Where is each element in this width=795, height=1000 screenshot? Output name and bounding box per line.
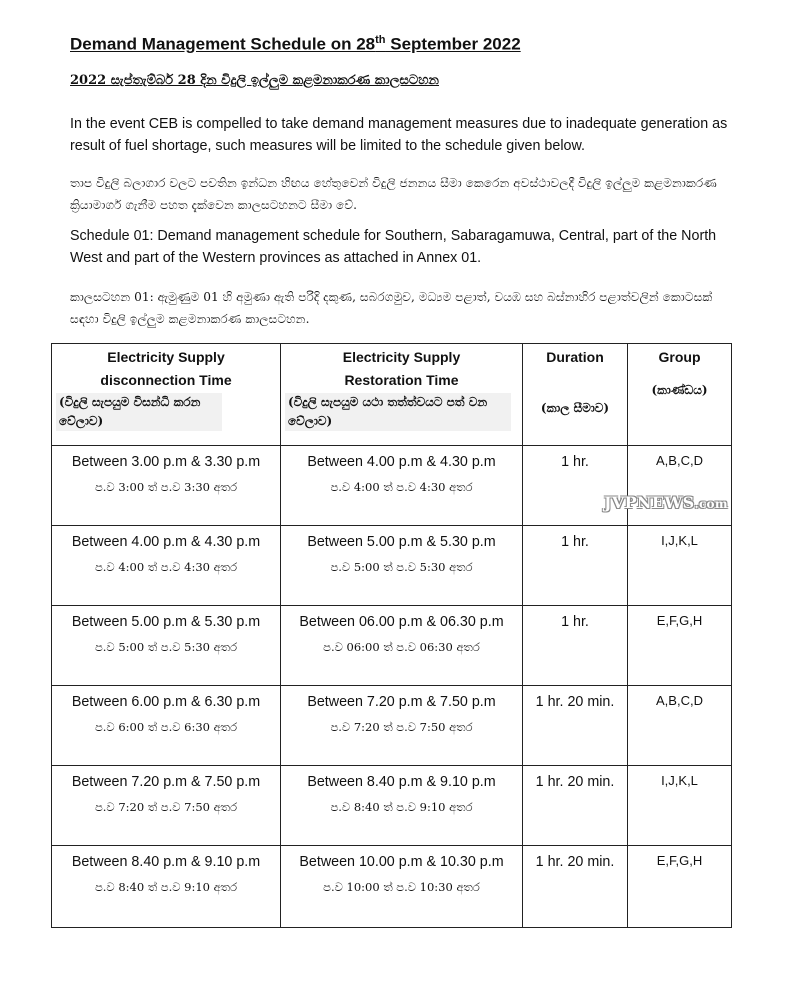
- duration-value: 1 hr.: [561, 534, 589, 550]
- duration-cell: [523, 766, 628, 846]
- restoration-time-sinhala: ප.ව 06:00 ත් ප.ව 06:30 අතර: [323, 640, 480, 654]
- header-disconnection: [52, 344, 281, 446]
- restoration-time-sinhala: ප.ව 7:20 ත් ප.ව 7:50 අතර: [330, 720, 473, 734]
- intro-paragraph: In the event CEB is compelled to take demand management measures due to inadequate generation as result of fuel shortage, such measures will be limited to the schedule given below.: [70, 116, 728, 154]
- disconnection-time: Between 5.00 p.m & 5.30 p.m: [71, 614, 261, 630]
- duration-cell: [523, 686, 628, 766]
- disconnection-time-sinhala: ප.ව 5:00 ත් ප.ව 5:30 අතර: [94, 640, 238, 654]
- disconnection-time: Between 7.20 p.m & 7.50 p.m: [71, 774, 261, 790]
- table-row: [52, 446, 732, 526]
- disconnection-time-sinhala: ප.ව 3:00 ත් ප.ව 3:30 අතර: [94, 480, 238, 494]
- group-value: I,J,K,L: [661, 773, 698, 788]
- restoration-time: Between 4.00 p.m & 4.30 p.m: [307, 454, 496, 470]
- header-restoration: [281, 344, 523, 446]
- table-row: [52, 606, 732, 686]
- restoration-cell: [281, 766, 523, 846]
- table-header-row: [52, 344, 732, 446]
- title-text-end: September 2022: [385, 34, 521, 54]
- restoration-time-sinhala: ප.ව 10:00 ත් ප.ව 10:30 අතර: [323, 880, 480, 894]
- group-cell: [628, 526, 732, 606]
- restoration-time: Between 5.00 p.m & 5.30 p.m: [307, 534, 496, 550]
- header-label: Electricity Supply disconnection Time: [100, 349, 232, 388]
- header-label-sinhala: (කාල සීමාව): [540, 401, 610, 415]
- disconnection-cell: [52, 606, 281, 686]
- header-label-sinhala: (කාණ්ඩය): [651, 383, 708, 397]
- duration-cell: [523, 526, 628, 606]
- header-label: Duration: [546, 349, 604, 365]
- restoration-time: Between 10.00 p.m & 10.30 p.m: [299, 854, 504, 870]
- restoration-cell: [281, 446, 523, 526]
- table-row: [52, 766, 732, 846]
- duration-value: 1 hr. 20 min.: [535, 694, 615, 710]
- restoration-time: Between 7.20 p.m & 7.50 p.m: [307, 694, 496, 710]
- restoration-cell: [281, 846, 523, 928]
- schedule-note: Schedule 01: Demand management schedule for Southern, Sabaragamuwa, Central, part of the North West and part of the Western provinces as attached in Annex 01.: [70, 228, 717, 266]
- disconnection-time: Between 6.00 p.m & 6.30 p.m: [71, 694, 261, 710]
- group-cell: [628, 446, 732, 526]
- restoration-cell: [281, 686, 523, 766]
- disconnection-time: Between 3.00 p.m & 3.30 p.m: [71, 454, 261, 470]
- duration-cell: [523, 446, 628, 526]
- watermark: [604, 493, 728, 512]
- group-cell: [628, 606, 732, 686]
- restoration-time-sinhala: ප.ව 8:40 ත් ප.ව 9:10 අතර: [330, 800, 473, 814]
- disconnection-cell: [52, 846, 281, 928]
- header-label: Electricity Supply Restoration Time: [342, 349, 461, 388]
- group-value: E,F,G,H: [656, 853, 703, 868]
- group-cell: [628, 766, 732, 846]
- restoration-time: Between 06.00 p.m & 06.30 p.m: [299, 614, 504, 630]
- duration-value: 1 hr. 20 min.: [535, 854, 615, 870]
- disconnection-cell: [52, 686, 281, 766]
- table-row: [52, 846, 732, 928]
- intro-paragraph-sinhala: තාප විදුලි බලාගාර වලට පවතින ඉන්ධන හිඟය හේතුවෙන් විදුලි ජනනය සීමා කෙරෙන අවස්ථාවලදී විදුලි ඉල්ලුම කළමනාකරණ ක්‍රියාමාර්ග ගැනීම පහත දැක්වෙන කාලසටහනට සීමා වේ.: [70, 176, 717, 212]
- duration-value: 1 hr.: [561, 614, 589, 630]
- disconnection-time: Between 4.00 p.m & 4.30 p.m: [71, 534, 261, 550]
- group-value: E,F,G,H: [656, 613, 703, 628]
- duration-cell: [523, 606, 628, 686]
- group-cell: [628, 846, 732, 928]
- disconnection-time-sinhala: ප.ව 6:00 ත් ප.ව 6:30 අතර: [94, 720, 238, 734]
- restoration-time-sinhala: ප.ව 4:00 ත් ප.ව 4:30 අතර: [330, 480, 473, 494]
- header-label: Group: [658, 349, 701, 365]
- restoration-cell: [281, 606, 523, 686]
- table-row: [52, 686, 732, 766]
- watermark-suffix: .com: [694, 497, 728, 511]
- restoration-time: Between 8.40 p.m & 9.10 p.m: [307, 774, 496, 790]
- group-value: A,B,C,D: [656, 453, 703, 468]
- group-value: I,J,K,L: [661, 533, 698, 548]
- disconnection-time-sinhala: ප.ව 8:40 ත් ප.ව 9:10 අතර: [94, 880, 238, 894]
- duration-value: 1 hr.: [561, 454, 589, 470]
- disconnection-cell: [52, 766, 281, 846]
- watermark-text: JVPNEWS: [604, 493, 695, 512]
- duration-cell: [523, 846, 628, 928]
- table-row: [52, 526, 732, 606]
- header-duration: [523, 344, 628, 446]
- disconnection-time: Between 8.40 p.m & 9.10 p.m: [71, 854, 261, 870]
- title-text: Demand Management Schedule on 28: [70, 34, 376, 54]
- title-superscript: th: [375, 34, 386, 46]
- header-label-sinhala: (විදුලි සැපයුම විසන්ධි කරන වේලාව): [56, 393, 222, 431]
- restoration-cell: [281, 526, 523, 606]
- disconnection-time-sinhala: ප.ව 7:20 ත් ප.ව 7:50 අතර: [94, 800, 238, 814]
- header-label-sinhala: (විදුලි සැපයුම යථා තත්ත්වයට පත් වන වේලාව): [285, 393, 511, 431]
- schedule-note-sinhala: කාලසටහන 01: ඇමුණුම 01 හි අමුණා ඇති පරිදි දකුණ, සබරගමුව, මධ්‍යම පළාත්, වයඹ සහ බස්නාහිර පළාත්වලින් කොටසක් සඳහා විදුලි ඉල්ලුම කළමනාකරණ කාලසටහන.: [70, 290, 713, 326]
- group-cell: [628, 686, 732, 766]
- page-title-sinhala: 2022 සැප්තැම්බර් 28 දින විදුලි ඉල්ලුම කළමනාකරණ කාලසටහන: [70, 73, 439, 88]
- schedule-table: [51, 343, 732, 928]
- disconnection-cell: [52, 446, 281, 526]
- page-title: [70, 34, 521, 55]
- disconnection-cell: [52, 526, 281, 606]
- header-group: [628, 344, 732, 446]
- group-value: A,B,C,D: [656, 693, 703, 708]
- restoration-time-sinhala: ප.ව 5:00 ත් ප.ව 5:30 අතර: [330, 560, 473, 574]
- duration-value: 1 hr. 20 min.: [535, 774, 615, 790]
- disconnection-time-sinhala: ප.ව 4:00 ත් ප.ව 4:30 අතර: [94, 560, 238, 574]
